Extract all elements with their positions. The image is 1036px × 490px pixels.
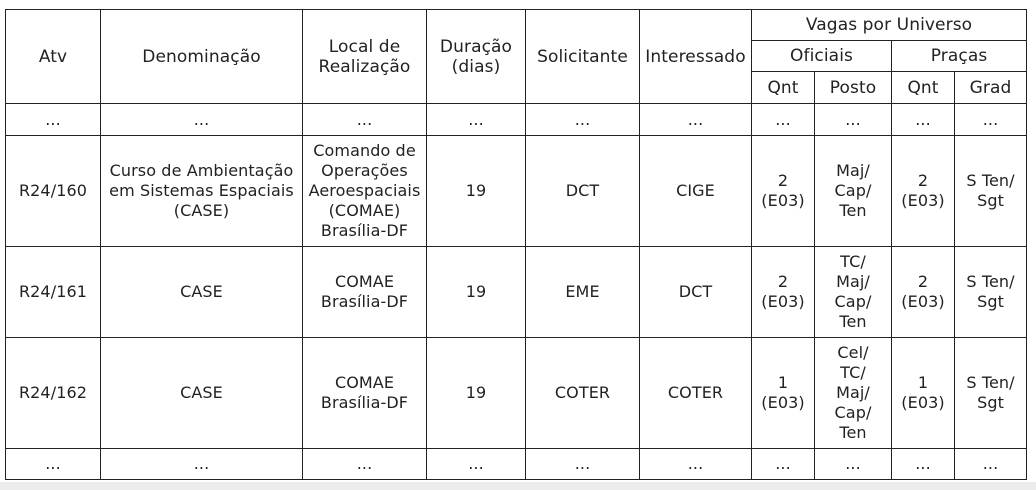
ellipsis-cell: ... — [640, 449, 752, 480]
cell-line: 2 — [777, 272, 789, 291]
header-atv: Atv — [6, 10, 101, 104]
header-duracao-line: (dias) — [451, 56, 501, 77]
ellipsis-cell: ... — [526, 449, 640, 480]
cell-qnt-pracas — [892, 338, 955, 449]
cell-local — [303, 247, 427, 338]
cell-line: Curso de Ambientação — [109, 161, 294, 180]
cell-line: COMAE — [334, 272, 395, 291]
cell-line: Brasília-DF — [320, 221, 409, 240]
ellipsis-cell: ... — [6, 104, 101, 136]
header-oficiais: Oficiais — [752, 41, 892, 72]
cell-line: Brasília-DF — [320, 393, 409, 412]
header-local-line: Local de — [328, 36, 401, 57]
cell-duracao: 19 — [427, 247, 526, 338]
cell-line: 2 — [917, 171, 929, 190]
cell-local — [303, 136, 427, 247]
cell-line: Operações — [321, 161, 408, 180]
ellipsis-cell: ... — [427, 104, 526, 136]
cell-line: Brasília-DF — [320, 292, 409, 311]
cell-line: Maj/ — [836, 161, 870, 180]
cell-line: (CASE) — [173, 201, 230, 220]
table-row — [6, 247, 1027, 338]
cell-qnt-pracas — [892, 247, 955, 338]
ellipsis-cell: ... — [303, 449, 427, 480]
ellipsis-cell: ... — [955, 104, 1027, 136]
ellipsis-cell: ... — [752, 104, 815, 136]
cell-qnt-oficiais — [752, 338, 815, 449]
ellipsis-cell: ... — [955, 449, 1027, 480]
ellipsis-cell: ... — [892, 104, 955, 136]
cell-grad — [955, 338, 1027, 449]
cell-duracao: 19 — [427, 338, 526, 449]
cell-duracao: 19 — [427, 136, 526, 247]
cell-posto — [815, 136, 892, 247]
cell-interessado: COTER — [640, 338, 752, 449]
cell-line: (E03) — [901, 191, 945, 210]
cell-line: (E03) — [901, 393, 945, 412]
header-qnt-oficiais: Qnt — [752, 72, 815, 104]
header-interessado: Interessado — [640, 10, 752, 104]
cell-line: (E03) — [761, 292, 805, 311]
cell-grad — [955, 136, 1027, 247]
cell-line: S Ten/ — [966, 272, 1015, 291]
header-local-line: Realização — [318, 56, 411, 77]
cell-line: Aeroespaciais — [308, 181, 421, 200]
cell-line: CASE — [180, 282, 223, 301]
cell-posto — [815, 338, 892, 449]
ellipsis-cell: ... — [640, 104, 752, 136]
cell-interessado: DCT — [640, 247, 752, 338]
header-pracas: Praças — [892, 41, 1027, 72]
cell-line: S Ten/ — [966, 373, 1015, 392]
cell-line: em Sistemas Espaciais — [109, 181, 294, 200]
cell-line: TC/ — [840, 252, 866, 271]
cell-denominacao — [101, 136, 303, 247]
header-grad: Grad — [955, 72, 1027, 104]
cell-line: Cap/ — [834, 292, 872, 311]
ellipsis-cell: ... — [101, 449, 303, 480]
table-row — [6, 338, 1027, 449]
cell-line: Ten — [839, 312, 867, 331]
cell-line: 1 — [917, 373, 929, 392]
cell-denominacao — [101, 338, 303, 449]
header-posto: Posto — [815, 72, 892, 104]
cell-line: Ten — [839, 201, 867, 220]
cell-line: Sgt — [977, 393, 1004, 412]
bottom-strip — [0, 482, 1036, 490]
cell-solicitante: EME — [526, 247, 640, 338]
cell-line: Cap/ — [834, 403, 872, 422]
cell-local — [303, 338, 427, 449]
cell-line: COMAE — [334, 373, 395, 392]
cell-line: Maj/ — [836, 272, 870, 291]
cell-line: 2 — [777, 171, 789, 190]
cell-line: Sgt — [977, 292, 1004, 311]
cell-qnt-pracas — [892, 136, 955, 247]
cell-grad — [955, 247, 1027, 338]
cell-line: Cap/ — [834, 181, 872, 200]
cell-line: S Ten/ — [966, 171, 1015, 190]
ellipsis-cell: ... — [101, 104, 303, 136]
cell-line: Maj/ — [836, 383, 870, 402]
cell-line: (E03) — [901, 292, 945, 311]
cell-line: Comando de — [313, 141, 416, 160]
ellipsis-cell: ... — [427, 449, 526, 480]
cell-line: Ten — [839, 423, 867, 442]
cell-qnt-oficiais — [752, 136, 815, 247]
cell-line: (COMAE) — [328, 201, 401, 220]
header-qnt-pracas: Qnt — [892, 72, 955, 104]
ellipsis-cell: ... — [6, 449, 101, 480]
table-row — [6, 136, 1027, 247]
cell-line: TC/ — [840, 363, 866, 382]
cell-qnt-oficiais — [752, 247, 815, 338]
header-solicitante: Solicitante — [526, 10, 640, 104]
ellipsis-row — [6, 104, 1027, 136]
header-duracao-line: Duração — [439, 36, 513, 57]
header-duracao — [427, 10, 526, 104]
cell-solicitante: COTER — [526, 338, 640, 449]
cell-atv: R24/160 — [6, 136, 101, 247]
ellipsis-cell: ... — [526, 104, 640, 136]
cell-interessado: CIGE — [640, 136, 752, 247]
ellipsis-cell: ... — [815, 449, 892, 480]
cell-line: Sgt — [977, 191, 1004, 210]
cell-posto — [815, 247, 892, 338]
cell-line: CASE — [180, 383, 223, 402]
ellipsis-cell: ... — [303, 104, 427, 136]
cell-atv: R24/161 — [6, 247, 101, 338]
header-vagas: Vagas por Universo — [752, 10, 1027, 41]
cell-solicitante: DCT — [526, 136, 640, 247]
ellipsis-cell: ... — [815, 104, 892, 136]
ellipsis-cell: ... — [752, 449, 815, 480]
header-denominacao: Denominação — [101, 10, 303, 104]
cell-line: 1 — [777, 373, 789, 392]
cell-line: (E03) — [761, 393, 805, 412]
cell-atv: R24/162 — [6, 338, 101, 449]
cell-denominacao — [101, 247, 303, 338]
activities-table — [5, 9, 1027, 480]
ellipsis-cell: ... — [892, 449, 955, 480]
ellipsis-row — [6, 449, 1027, 480]
cell-line: 2 — [917, 272, 929, 291]
cell-line: (E03) — [761, 191, 805, 210]
header-local — [303, 10, 427, 104]
cell-line: Cel/ — [837, 343, 869, 362]
